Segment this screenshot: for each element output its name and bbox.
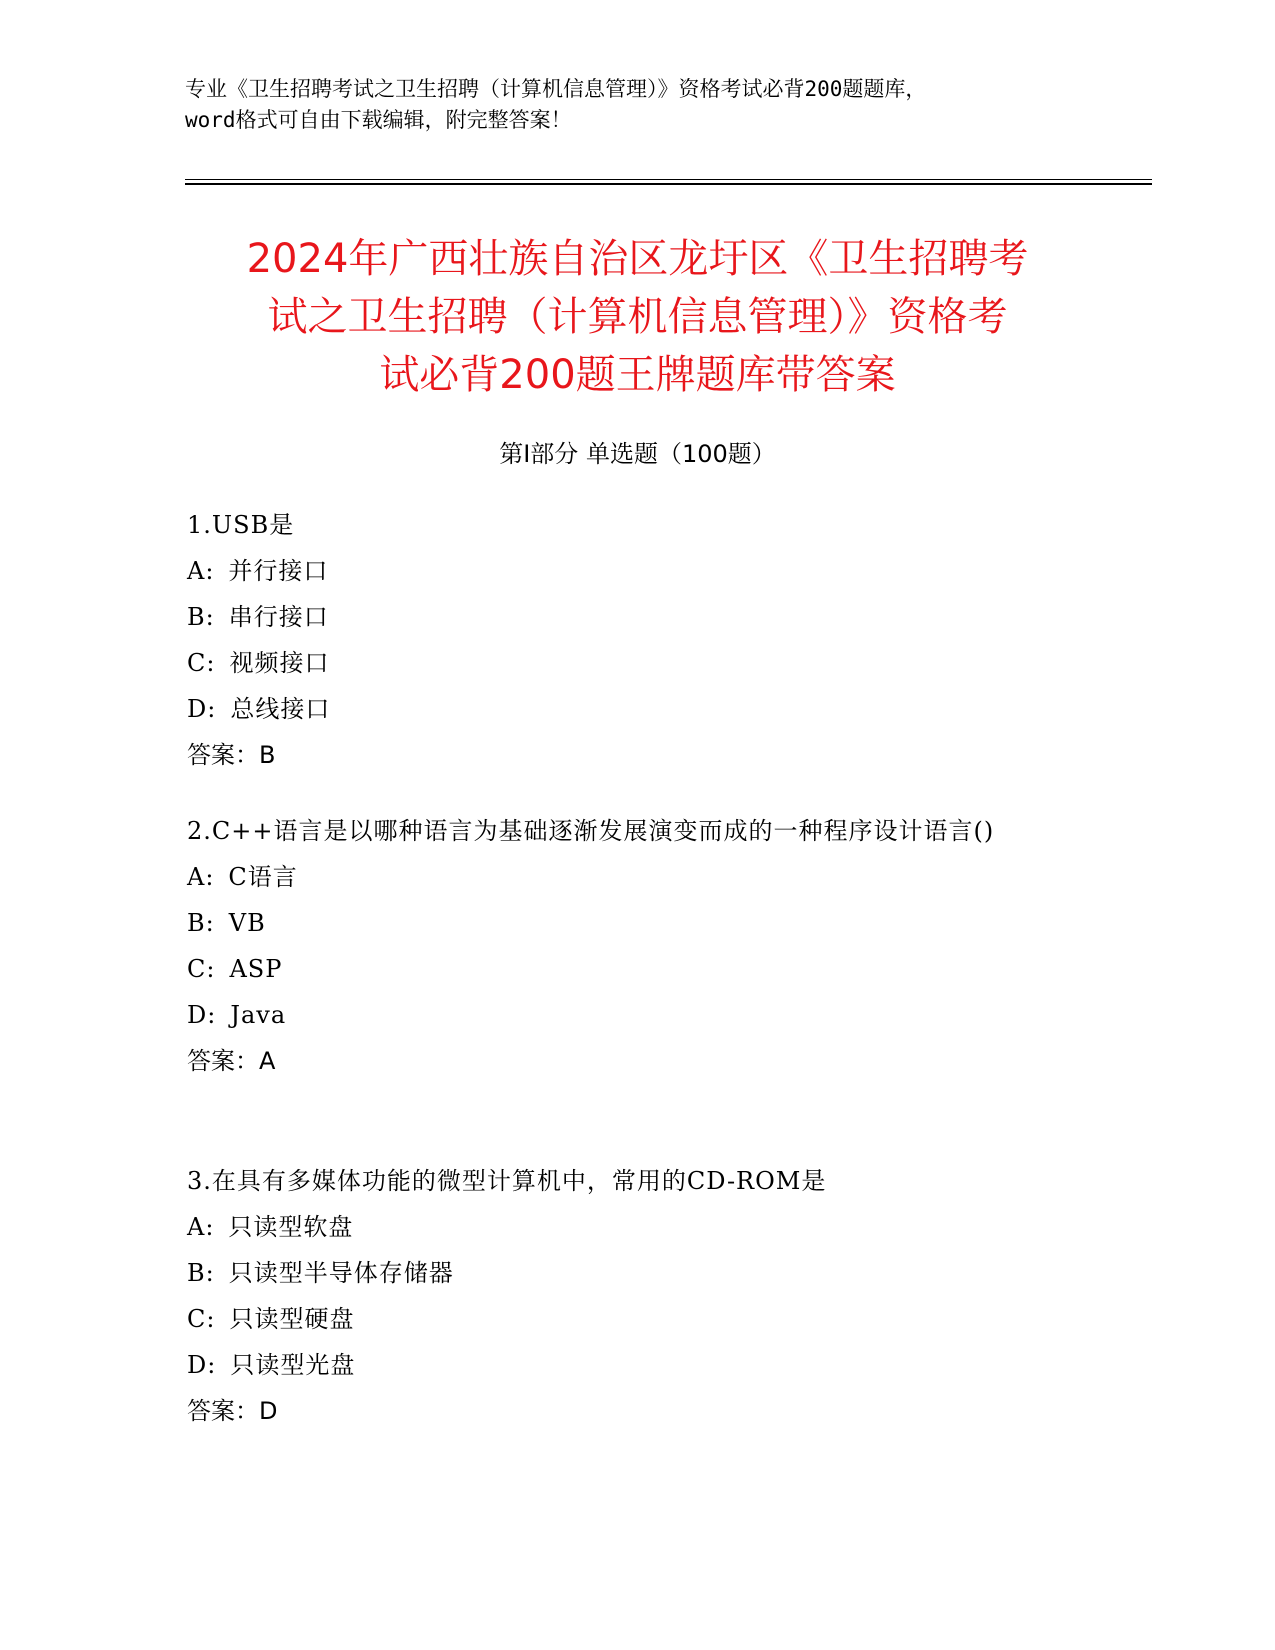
option-letter: A: xyxy=(187,863,215,891)
option-a xyxy=(187,548,1087,594)
option-b xyxy=(187,594,1087,640)
option-d xyxy=(187,992,1087,1038)
answer: 答案：A xyxy=(187,1047,276,1075)
option-letter: D: xyxy=(187,695,217,723)
header-note-line-2: word格式可自由下载编辑，附完整答案！ xyxy=(185,108,572,132)
option-letter: C: xyxy=(187,1305,216,1333)
option-c xyxy=(187,1296,1087,1342)
option-text: 串行接口 xyxy=(228,603,329,631)
title-line-1: 2024年广西壮族自治区龙圩区《卫生招聘考 xyxy=(246,236,1029,282)
option-d xyxy=(187,686,1087,732)
question-stem: 2.C++语言是以哪种语言为基础逐渐发展演变而成的一种程序设计语言() xyxy=(187,817,995,845)
option-text: 只读型硬盘 xyxy=(229,1305,355,1333)
option-d xyxy=(187,1342,1087,1388)
question-1 xyxy=(187,502,1087,778)
option-letter: B: xyxy=(187,909,215,937)
option-b xyxy=(187,900,1087,946)
option-text: Java xyxy=(230,1001,287,1029)
option-text: C语言 xyxy=(228,863,298,891)
option-letter: A: xyxy=(187,1213,215,1241)
question-stem: 1.USB是 xyxy=(187,511,295,539)
option-text: VB xyxy=(228,909,266,937)
question-3 xyxy=(187,1158,1087,1434)
document-title xyxy=(160,230,1115,404)
option-a xyxy=(187,1204,1087,1250)
option-text: 并行接口 xyxy=(228,557,329,585)
option-text: ASP xyxy=(229,955,283,983)
answer: 答案：D xyxy=(187,1397,278,1425)
header-note-line-1: 专业《卫生招聘考试之卫生招聘（计算机信息管理）》资格考试必背200题题库， xyxy=(185,77,927,101)
option-letter: A: xyxy=(187,557,215,585)
option-letter: C: xyxy=(187,955,216,983)
option-letter: D: xyxy=(187,1001,217,1029)
header-rule-thick xyxy=(185,183,1152,185)
option-letter: D: xyxy=(187,1351,217,1379)
option-letter: B: xyxy=(187,1259,215,1287)
header-note xyxy=(185,74,1085,136)
title-line-3: 试必背200题王牌题库带答案 xyxy=(379,352,896,398)
header-rule-thin xyxy=(185,179,1152,180)
option-a xyxy=(187,854,1087,900)
option-letter: B: xyxy=(187,603,215,631)
answer: 答案：B xyxy=(187,741,276,769)
option-c xyxy=(187,640,1087,686)
question-stem: 3.在具有多媒体功能的微型计算机中，常用的CD-ROM是 xyxy=(187,1167,827,1195)
option-text: 只读型半导体存储器 xyxy=(228,1259,454,1287)
option-text: 只读型光盘 xyxy=(230,1351,356,1379)
question-2 xyxy=(187,808,1087,1084)
option-text: 总线接口 xyxy=(230,695,331,723)
title-line-2: 试之卫生招聘（计算机信息管理）》资格考 xyxy=(267,294,1008,340)
option-c xyxy=(187,946,1087,992)
option-text: 视频接口 xyxy=(229,649,330,677)
option-letter: C: xyxy=(187,649,216,677)
option-text: 只读型软盘 xyxy=(228,1213,354,1241)
section-heading: 第Ⅰ部分 单选题（100题） xyxy=(499,440,776,468)
option-b xyxy=(187,1250,1087,1296)
